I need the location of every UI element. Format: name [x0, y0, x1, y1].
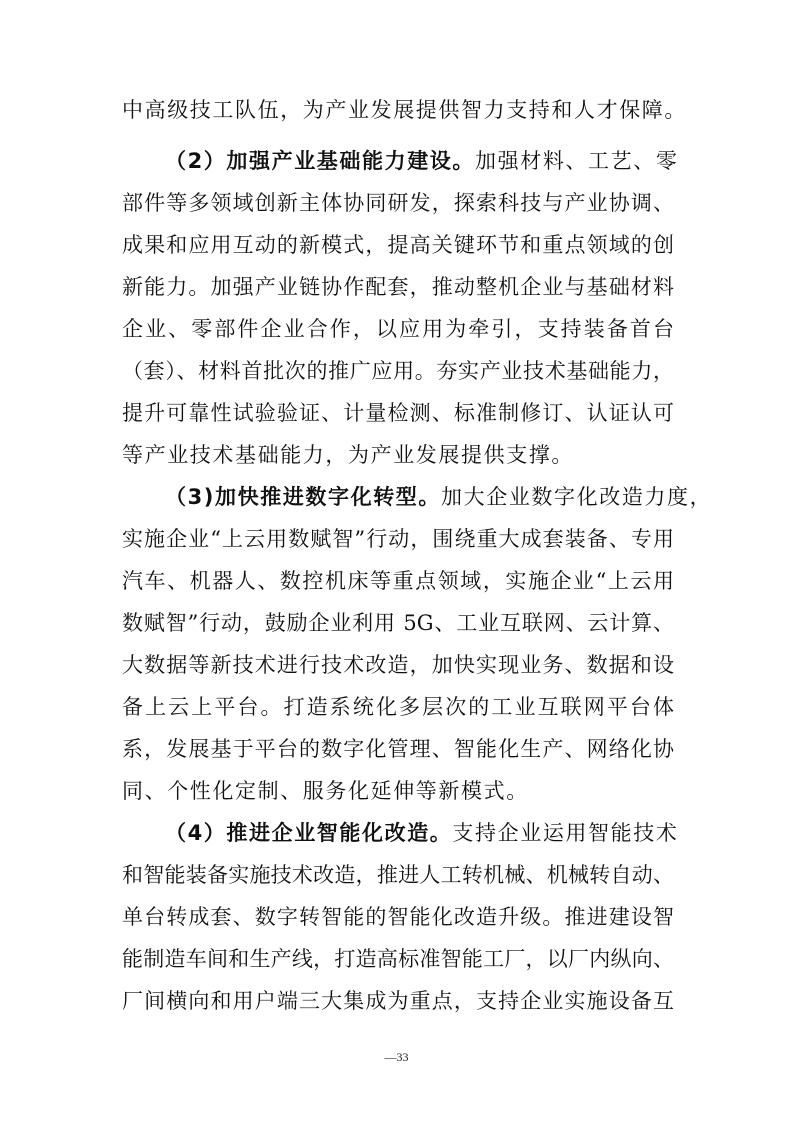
section-4-first-line — [122, 818, 679, 848]
paragraph-line: 成果和应用互动的新模式，提高关键环节和重点领域的创 — [122, 233, 674, 257]
paragraph-line: 等产业技术基础能力，为产业发展提供支撑。 — [122, 443, 574, 467]
paragraph-line: 同、个性化定制、服务化延伸等新模式。 — [122, 779, 529, 803]
paragraph-line: 企业、零部件企业合作，以应用为牵引，支持装备首台 — [122, 317, 674, 341]
paragraph-line: 大数据等新技术进行技术改造，加快实现业务、数据和设 — [122, 653, 674, 677]
section-3-text: 加大企业数字化改造力度， — [441, 485, 713, 509]
paragraph-line: 和智能装备实施技术改造，推进人工转机械、机械转自动、 — [122, 863, 674, 887]
paragraph-line: 实施企业“上云用数赋智”行动，围绕重大成套装备、专用 — [122, 527, 674, 551]
paragraph-line: 汽车、机器人、数控机床等重点领域，实施企业“上云用 — [122, 569, 674, 593]
paragraph-line: 数赋智”行动，鼓励企业利用 5G、工业互联网、云计算、 — [122, 611, 674, 635]
page-number: —33 — [384, 1050, 409, 1064]
section-3-heading: （3)加快推进数字化转型。 — [165, 485, 442, 509]
section-4-heading: （4）推进企业智能化改造。 — [165, 821, 453, 845]
section-4-text: 支持企业运用智能技术 — [452, 821, 679, 845]
paragraph-line: 中高级技工队伍，为产业发展提供智力支持和人才保障。 — [122, 98, 687, 122]
section-2-first-line — [122, 146, 679, 176]
paragraph-line: 新能力。加强产业链协作配套，推动整机企业与基础材料 — [122, 275, 674, 299]
paragraph-line: （套）、材料首批次的推广应用。夯实产业技术基础能力， — [122, 359, 674, 383]
paragraph-line: 单台转成套、数字转智能的智能化改造升级。推进建设智 — [122, 905, 674, 929]
paragraph-line: 系，发展基于平台的数字化管理、智能化生产、网络化协 — [122, 737, 674, 761]
section-2-text: 加强材料、工艺、零 — [475, 149, 679, 173]
paragraph-line: 备上云上平台。打造系统化多层次的工业互联网平台体 — [122, 695, 674, 719]
paragraph-line: 厂间横向和用户端三大集成为重点，支持企业实施设备互 — [122, 989, 674, 1013]
paragraph-line: 部件等多领域创新主体协同研发，探索科技与产业协调、 — [122, 191, 674, 215]
paragraph-line: 能制造车间和生产线，打造高标准智能工厂，以厂内纵向、 — [122, 947, 674, 971]
section-2-heading: （2）加强产业基础能力建设。 — [165, 149, 476, 173]
paragraph-line: 提升可靠性试验验证、计量检测、标准制修订、认证认可 — [122, 401, 674, 425]
section-3-first-line — [122, 482, 713, 512]
